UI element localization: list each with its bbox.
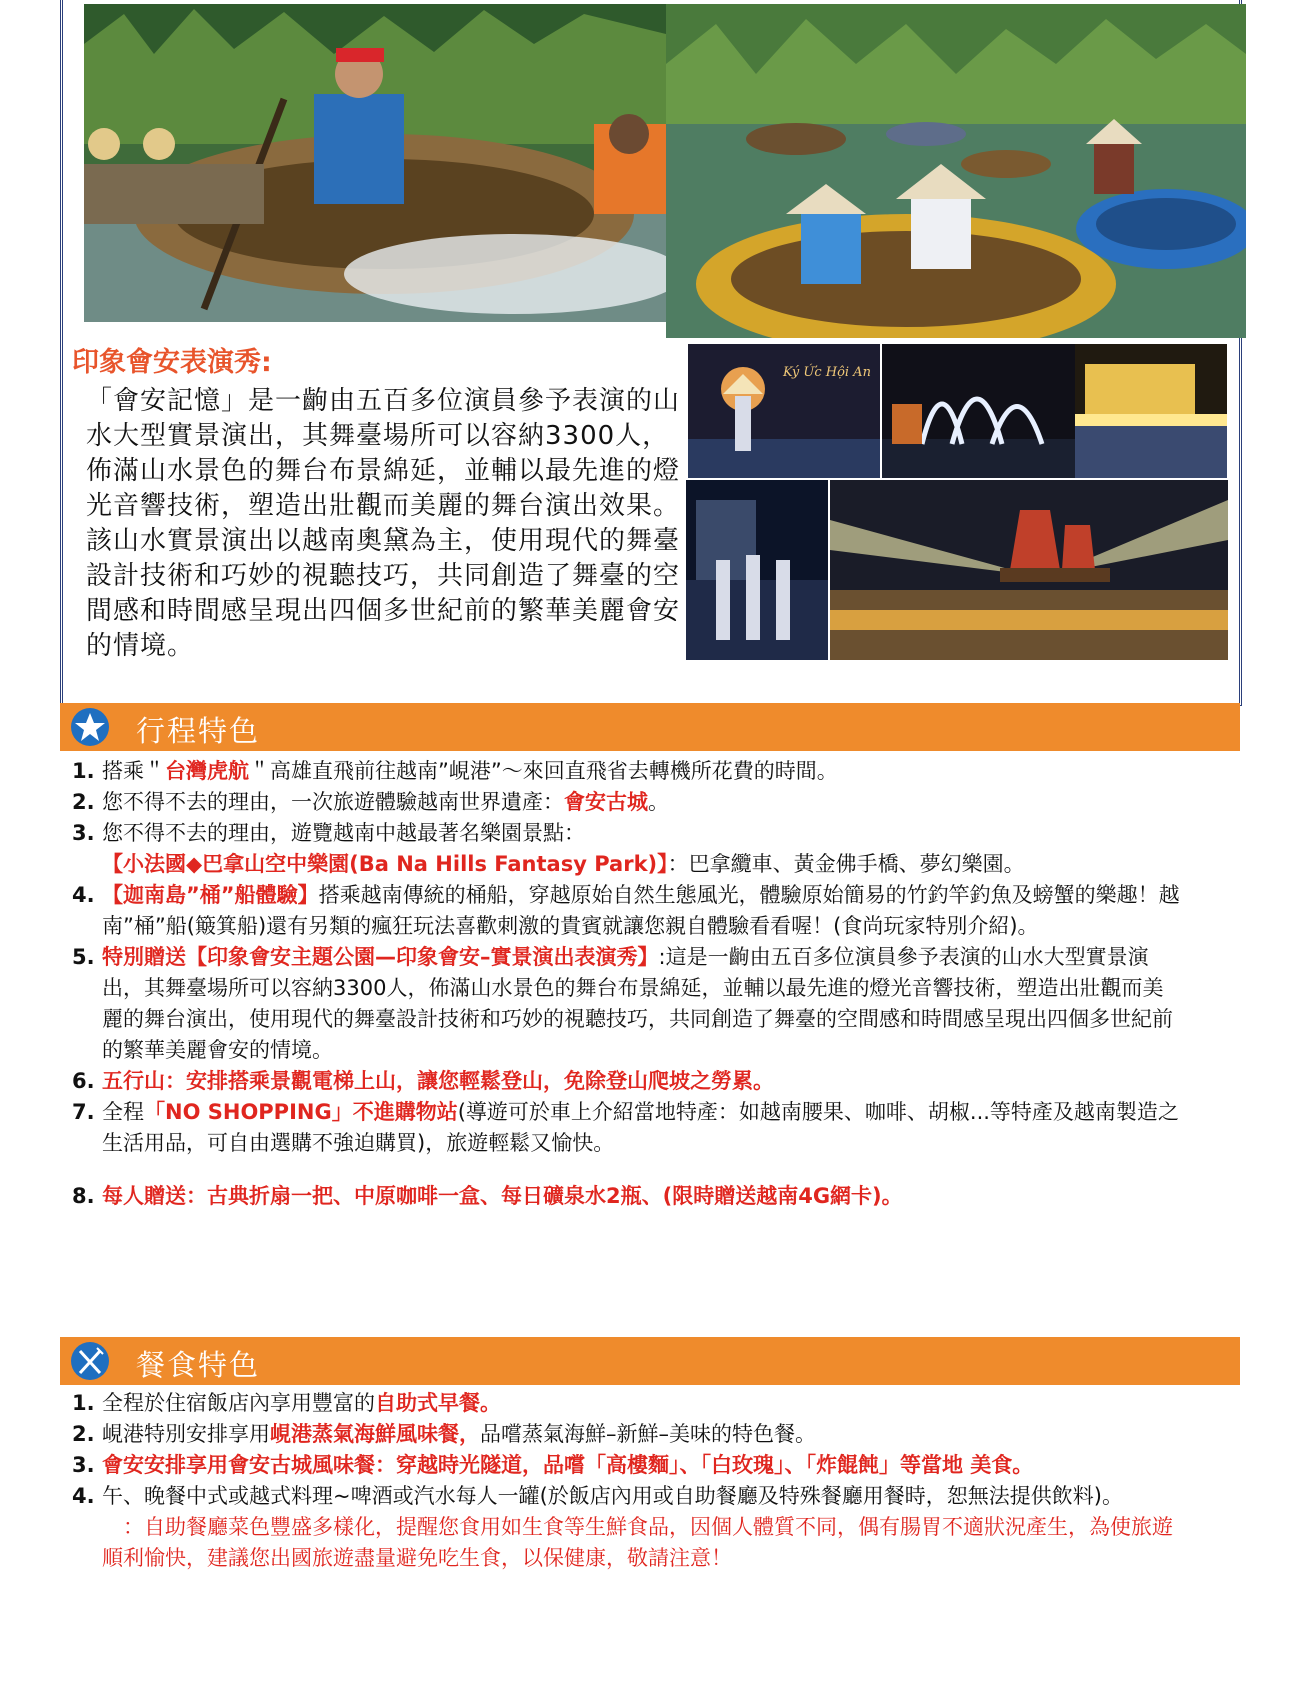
list-item: 4. 午、晚餐中式或越式料理~啤酒或汽水每人一罐(於飯店內用或自助餐廳及特殊餐廳用餐時，恕無法提供飲料)。 <box>72 1484 1123 1508</box>
list-item: 4. 【迦南島”桶”船體驗】搭乘越南傳統的桶船，穿越原始自然生態風光，體驗原始簡易的竹釣竿釣魚及螃蟹的樂趣！越南”桶”船(簸箕船)還有另類的瘋狂玩法喜歡刺激的貴賓就讓您親自體驗看看喔！(食尚玩家特別介紹)。 <box>72 883 1180 938</box>
list-item: 1. 全程於住宿飯店內享用豐富的自助式早餐。 <box>72 1391 501 1415</box>
list-item: 1. 搭乘＂台灣虎航＂高雄直飛前往越南”峴港”～來回直飛省去轉機所花費的時間。 <box>72 759 838 783</box>
list-item: 5. 特別贈送【印象會安主題公園—印象會安–實景演出表演秀】:這是一齣由五百多位演員參予表演的山水大型實景演出，其舞臺場所可以容納3300人，佈滿山水景色的舞台布景綿延，並輔以最先進的燈光音響技術，塑造出壯觀而美麗的舞台演出，使用現代的舞臺設計技術和巧妙的視聽技巧，共同創造了舞臺的空間感和時間感呈現出四個多世紀前的繁華美麗會安的情境。 <box>72 945 1173 1062</box>
list-item: 8. 每人贈送：古典折扇一把、中原咖啡一盒、每日礦泉水2瓶、(限時贈送越南4G網卡)。 <box>72 1184 903 1208</box>
show-section-title: 印象會安表演秀: <box>72 347 272 378</box>
meals-banner <box>60 1337 1240 1385</box>
list-item: 2. 峴港特別安排享用峴港蒸氣海鮮風味餐，品嚐蒸氣海鮮–新鮮–美味的特色餐。 <box>72 1422 816 1446</box>
list-item: 7. 全程「NO SHOPPING」不進購物站(導遊可於車上介紹當地特產：如越南腰果、咖啡、胡椒...等特產及越南製造之生活用品，可自由選購不強迫購買)，旅遊輕鬆又愉快。 <box>72 1100 1179 1155</box>
star-icon <box>68 707 112 747</box>
hoi-an-memories-poster-photo <box>688 344 880 478</box>
features-list <box>72 756 1182 1212</box>
list-item: 3. 您不得不去的理由，遊覽越南中越最著名樂園景點： 【小法國◆巴拿山空中樂園(Ba Na Hills Fantasy Park)】：巴拿纜車、黃金佛手橋、夢幻樂園。 <box>72 821 1025 876</box>
meals-note: ：自助餐廳菜色豐盛多樣化，提醒您食用如生食等生鮮食品，因個人體質不同，偶有腸胃不適狀況產生，為使旅遊順利愉快，建議您出國旅遊盡量避免吃生食，以保健康，敬請注意！ <box>102 1515 1173 1570</box>
features-heading: 行程特色 <box>136 714 261 748</box>
poster-caption: Ký Ức Hội An <box>783 365 871 380</box>
features-banner <box>60 703 1240 751</box>
junk-ship-spotlight-show-photo <box>830 480 1228 660</box>
list-item: 3. 會安安排享用會安古城風味餐：穿越時光隧道，品嚐「高樓麵」、「白玫瑰」、「炸餛飩」等當地 美食。 <box>72 1453 1034 1477</box>
meals-list <box>72 1388 1182 1574</box>
basket-boat-spinning-photo <box>84 4 666 322</box>
list-item: 2. 您不得不去的理由，一次旅遊體驗越南世界遺產：會安古城。 <box>72 790 669 814</box>
show-description: 「會安記憶」是一齣由五百多位演員參予表演的山水大型實景演出，其舞臺場所可以容納3300人，佈滿山水景色的舞台布景綿延，並輔以最先進的燈光音響技術，塑造出壯觀而美麗的舞台演出效果。該山水實景演出以越南奧黛為主，使用現代的舞臺設計技術和巧妙的視聽技巧，共同創造了舞臺的空間感和時間感呈現出四個多世紀前的繁華美麗會安的情境。 <box>86 386 681 661</box>
lantern-town-stage-photo <box>1075 344 1227 478</box>
list-item: 6. 五行山：安排搭乘景觀電梯上山，讓您輕鬆登山，免除登山爬坡之勞累。 <box>72 1069 774 1093</box>
fork-knife-icon <box>68 1341 112 1381</box>
basket-boats-in-palm-river-photo <box>666 4 1246 338</box>
water-fountain-show-photo <box>882 344 1075 478</box>
dancers-night-show-photo <box>686 480 828 660</box>
meals-heading: 餐食特色 <box>136 1348 261 1382</box>
